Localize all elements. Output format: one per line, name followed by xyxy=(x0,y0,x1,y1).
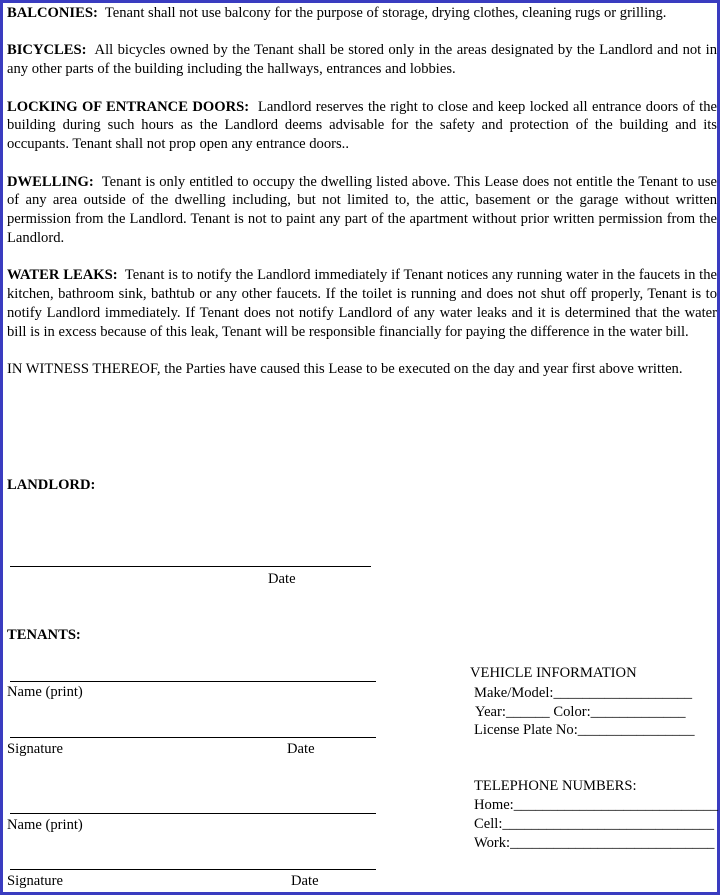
tenant2-signature-label: Signature xyxy=(7,873,63,889)
clause-text: Tenant is to notify the Landlord immediately if Tenant notices any running water in the faucets in the kitchen, bathroom sink, bathtub or any other faucets. If the toilet is running and does not shut off properly, Tenant is to notify Landlord immediately. If Tenant does not notify Landlord of any water leaks and it is determined that the water bill is in excess because of this leak, Tenant will be responsible financially for paying the difference in the water bill. xyxy=(7,267,717,340)
vehicle-make-model-field[interactable]: Make/Model:___________________ xyxy=(474,685,693,701)
tenant2-date-label: Date xyxy=(291,873,319,889)
clause-water-leaks xyxy=(7,266,717,341)
tenant1-date-label: Date xyxy=(287,741,315,757)
clause-bicycles xyxy=(7,41,717,79)
witness-statement: IN WITNESS THEREOF, the Parties have caused this Lease to be executed on the day and year first above written. xyxy=(7,361,683,378)
tenant2-name-line[interactable] xyxy=(10,813,376,814)
landlord-heading: LANDLORD: xyxy=(7,477,96,493)
clause-heading: BICYCLES: xyxy=(7,42,87,59)
telephone-cell-field[interactable]: Cell:_____________________________ xyxy=(474,816,714,832)
vehicle-year-color-field[interactable]: Year:______ Color:_____________ xyxy=(475,704,686,720)
clause-text: All bicycles owned by the Tenant shall be stored only in the areas designated by the Landlord and not in any other parts of the building including the hallways, entrances and lobbies. xyxy=(7,42,718,78)
tenant1-name-line[interactable] xyxy=(10,681,376,682)
telephone-home-field[interactable]: Home:____________________________ xyxy=(474,797,719,813)
clause-text: Landlord reserves the right to close and keep locked all entrance doors of the building during such hours as the Landlord deems advisable for the safety and protection of the building and its occupants. Tenant shall not prop open any entrance doors.. xyxy=(7,98,717,153)
clause-text: Tenant is only entitled to occupy the dwelling listed above. This Lease does not entitle the Tenant to use of any area outside of the dwelling including, but not limited to, the attic, basement or the garage without written permission from the Landlord. Tenant is not to paint any part of the apartment without prior written permission from the Landlord. xyxy=(7,173,717,246)
tenant1-signature-line[interactable] xyxy=(10,737,376,738)
lease-document xyxy=(7,4,717,398)
vehicle-license-plate-field[interactable]: License Plate No:________________ xyxy=(474,722,695,738)
tenant1-signature-label: Signature xyxy=(7,741,63,757)
clause-locking xyxy=(7,98,717,154)
tenants-heading: TENANTS: xyxy=(7,627,81,643)
landlord-signature-line[interactable] xyxy=(10,566,371,567)
tenant1-name-label: Name (print) xyxy=(7,684,83,700)
vehicle-info-title: VEHICLE INFORMATION xyxy=(470,665,637,681)
clause-text: Tenant shall not use balcony for the purpose of storage, drying clothes, cleaning rugs or grilling. xyxy=(104,5,667,21)
clause-heading: DWELLING: xyxy=(7,173,94,190)
telephone-numbers-title: TELEPHONE NUMBERS: xyxy=(474,778,637,794)
telephone-work-field[interactable]: Work:____________________________ xyxy=(474,835,715,851)
tenant2-name-label: Name (print) xyxy=(7,817,83,833)
clause-dwelling xyxy=(7,173,717,248)
clause-balconies xyxy=(7,4,717,23)
landlord-date-label: Date xyxy=(268,571,296,587)
clause-heading: LOCKING OF ENTRANCE DOORS: xyxy=(7,98,250,115)
tenant2-signature-line[interactable] xyxy=(10,869,376,870)
clause-heading: WATER LEAKS: xyxy=(7,267,118,284)
clause-heading: BALCONIES: xyxy=(7,5,98,21)
